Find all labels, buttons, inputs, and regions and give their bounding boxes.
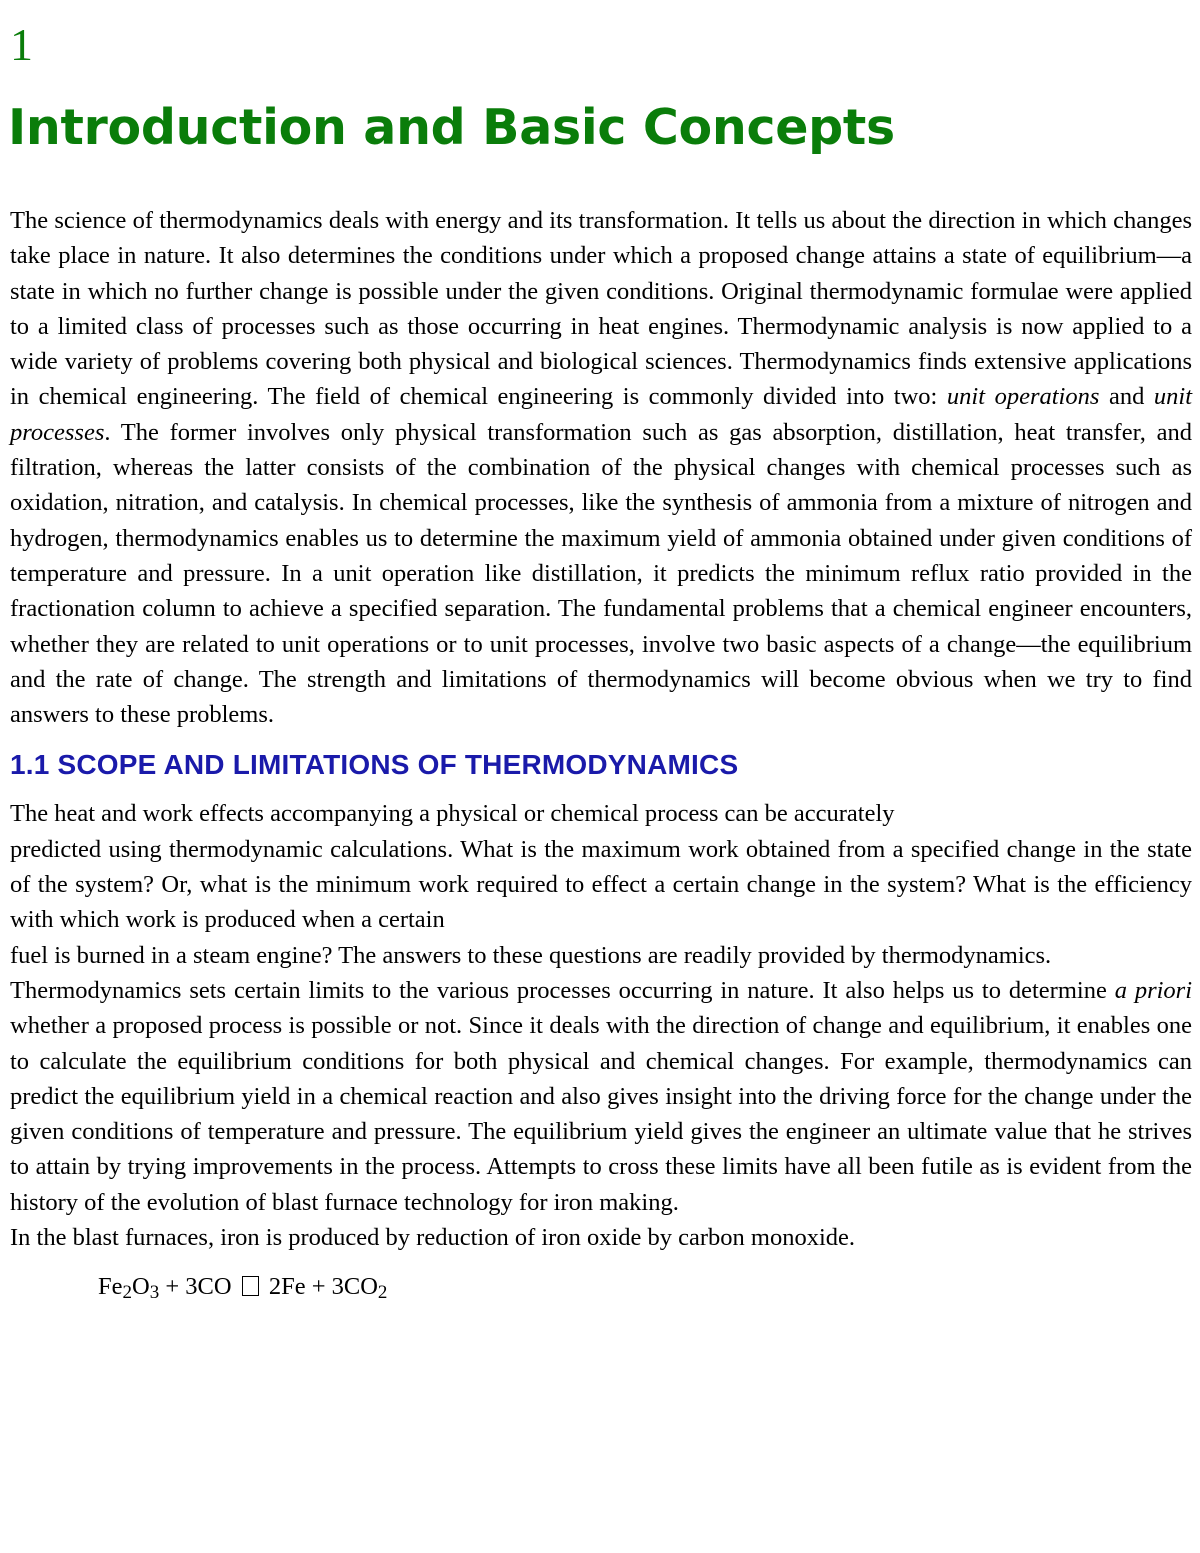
section-paragraph-2: fuel is burned in a steam engine? The answers to these questions are readily provided by thermodynamics. [10, 941, 1052, 969]
section-paragraph-3-text-b: whether a proposed process is possible or not. Since it deals with the direction of change and equilibrium, it enables one to calculate the equilibrium conditions for both physical and chemical changes. For example, thermodynamics can predict the equilibrium yield in a chemical reaction and also gives insight into the driving force for the change under the given conditions of temperature and pressure. The equilibrium yield gives the engineer an ultimate value that he strives to attain by trying improvements in the process. Attempts to cross these limits have all been futile as is evident from the history of the evolution of blast furnace technology for iron making. [10, 1012, 1192, 1216]
section-paragraph-3 [10, 973, 1192, 1220]
eq-fe: Fe [98, 1273, 123, 1301]
eq-sub-3: 3 [149, 1282, 160, 1304]
section-paragraph-1: predicted using thermodynamic calculations. What is the maximum work obtained from a specified change in the state of the system? Or, what is the minimum work required to effect a certain change in the system? What is the efficiency with which work is produced when a certain [10, 835, 1192, 934]
intro-term-unit-processes: unit processes [10, 383, 1193, 446]
eq-plus-co: + 3CO [159, 1273, 238, 1301]
chapter-number: 1 [10, 19, 33, 70]
intro-paragraph [10, 203, 1192, 732]
chemical-equation [98, 1269, 1192, 1304]
eq-sub-2: 2 [122, 1282, 132, 1304]
section-paragraph-3-text-a: Thermodynamics sets certain limits to the various processes occurring in nature. It also helps us to determine [10, 976, 1115, 1004]
intro-text-a: The science of thermodynamics deals with energy and its transformation. It tells us about the direction in which changes take place in nature. It also determines the conditions under which a proposed change attains a state of equilibrium—a state in which no further change is possible under the given conditions. Original thermodynamic formulae were applied to a limited class of processes such as those occurring in heat engines. Thermodynamic analysis is now applied to a wide variety of problems covering both physical and biological sciences. Thermodynamics finds extensive applications in chemical engineering. The field of chemical engineering is commonly divided into two: [10, 207, 1192, 411]
intro-term-unit-operations: unit operations [946, 383, 1100, 411]
term-a-priori: a priori [1114, 976, 1193, 1004]
eq-sub-co2: 2 [377, 1282, 388, 1304]
reaction-arrow-placeholder-icon [242, 1276, 259, 1296]
document-page [10, 0, 1192, 1304]
eq-products: 2Fe + 3CO [262, 1273, 378, 1301]
section-paragraph-4: In the blast furnaces, iron is produced by reduction of iron oxide by carbon monoxide. [10, 1224, 856, 1252]
chapter-title: Introduction and Basic Concepts [8, 99, 895, 156]
eq-o: O [132, 1273, 150, 1301]
section-paragraph-line: The heat and work effects accompanying a physical or chemical process can be accurately [10, 800, 895, 828]
intro-text-b: and [1099, 383, 1154, 411]
section-heading-1-1: 1.1 SCOPE AND LIMITATIONS OF THERMODYNAMICS [10, 749, 739, 781]
intro-text-c: . The former involves only physical transformation such as gas absorption, distillation, heat transfer, and filtration, whereas the latter consists of the combination of the physical changes with chemical processes such as oxidation, nitration, and catalysis. In chemical processes, like the synthesis of ammonia from a mixture of nitrogen and hydrogen, thermodynamics enables us to determine the maximum yield of ammonia obtained under given conditions of temperature and pressure. In a unit operation like distillation, it predicts the minimum reflux ratio provided in the fractionation column to achieve a specified separation. The fundamental problems that a chemical engineer encounters, whether they are related to unit operations or to unit processes, involve two basic aspects of a change—the equilibrium and the rate of change. The strength and limitations of thermodynamics will become obvious when we try to find answers to these problems. [10, 418, 1192, 729]
